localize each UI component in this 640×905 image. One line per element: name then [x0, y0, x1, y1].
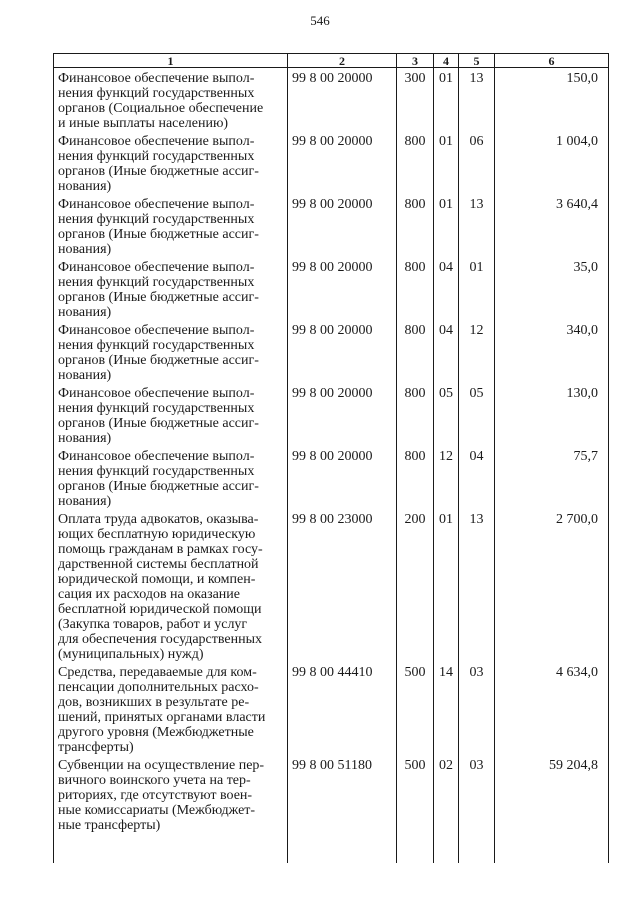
subsection-code: 13	[459, 194, 495, 257]
expense-name-line: для обеспечения государственных	[58, 632, 262, 647]
subsection-code: 13	[459, 509, 495, 662]
header-col-3: 3	[397, 54, 434, 68]
expense-name-line: нования)	[58, 368, 112, 383]
table-row	[54, 68, 609, 132]
expense-name	[54, 755, 288, 863]
expense-name-line: нения функций государственных	[58, 86, 255, 101]
header-col-4: 4	[434, 54, 459, 68]
table-row	[54, 320, 609, 383]
subsection-code: 03	[459, 755, 495, 863]
expense-name-line: органов (Иные бюджетные ассиг-	[58, 416, 259, 431]
expense-type-code: 800	[397, 131, 434, 194]
table-row	[54, 257, 609, 320]
table-row	[54, 662, 609, 755]
expense-name-line: нения функций государственных	[58, 401, 255, 416]
table-row	[54, 131, 609, 194]
expense-name-line: нования)	[58, 179, 112, 194]
expense-type-code: 800	[397, 194, 434, 257]
amount: 35,0	[495, 257, 609, 320]
expense-name-line: нования)	[58, 431, 112, 446]
expense-type-code: 800	[397, 257, 434, 320]
section-code: 02	[434, 755, 459, 863]
amount: 4 634,0	[495, 662, 609, 755]
expense-name-line: юридической помощи, и компен-	[58, 572, 256, 587]
target-article-code: 99 8 00 20000	[288, 68, 397, 132]
expense-name-line: ющих бесплатную юридическую	[58, 527, 256, 542]
expense-name-line: и иные выплаты населению)	[58, 116, 229, 131]
amount: 75,7	[495, 446, 609, 509]
expense-name	[54, 662, 288, 755]
expense-name-line: вичного воинского учета на тер-	[58, 773, 251, 788]
table-row	[54, 446, 609, 509]
expense-name-line: сация их расходов на оказание	[58, 587, 241, 602]
section-code: 01	[434, 68, 459, 132]
expense-name-line: риториях, где отсутствуют воен-	[58, 788, 253, 803]
subsection-code: 01	[459, 257, 495, 320]
target-article-code: 99 8 00 20000	[288, 194, 397, 257]
expense-name-line: шений, принятых органами власти	[58, 710, 266, 725]
section-code: 12	[434, 446, 459, 509]
amount: 3 640,4	[495, 194, 609, 257]
expense-name	[54, 194, 288, 257]
expense-name-line: Финансовое обеспечение выпол-	[58, 71, 255, 86]
expense-name	[54, 446, 288, 509]
section-code: 04	[434, 320, 459, 383]
expense-name-line: органов (Иные бюджетные ассиг-	[58, 164, 259, 179]
section-code: 04	[434, 257, 459, 320]
header-col-6: 6	[495, 54, 609, 68]
expense-name-line: Финансовое обеспечение выпол-	[58, 260, 255, 275]
expense-name-line: Финансовое обеспечение выпол-	[58, 134, 255, 149]
expense-name	[54, 257, 288, 320]
target-article-code: 99 8 00 20000	[288, 320, 397, 383]
expense-name-line: нения функций государственных	[58, 149, 255, 164]
expense-type-code: 300	[397, 68, 434, 132]
table-row	[54, 383, 609, 446]
header-col-5: 5	[459, 54, 495, 68]
expense-name-line: органов (Иные бюджетные ассиг-	[58, 479, 259, 494]
target-article-code: 99 8 00 23000	[288, 509, 397, 662]
expense-type-code: 500	[397, 755, 434, 863]
expense-name-line: Субвенции на осуществление пер-	[58, 758, 265, 773]
section-code: 01	[434, 194, 459, 257]
amount: 2 700,0	[495, 509, 609, 662]
amount: 340,0	[495, 320, 609, 383]
budget-table	[53, 53, 609, 863]
expense-name-line: органов (Социальное обеспечение	[58, 101, 264, 116]
target-article-code: 99 8 00 20000	[288, 131, 397, 194]
target-article-code: 99 8 00 44410	[288, 662, 397, 755]
expense-name	[54, 131, 288, 194]
amount: 59 204,8	[495, 755, 609, 863]
expense-name-line: бесплатной юридической помощи	[58, 602, 262, 617]
expense-name	[54, 509, 288, 662]
expense-name-line: Финансовое обеспечение выпол-	[58, 197, 255, 212]
target-article-code: 99 8 00 20000	[288, 383, 397, 446]
expense-name-line: Финансовое обеспечение выпол-	[58, 449, 255, 464]
expense-name-line: нования)	[58, 494, 112, 509]
expense-name-line: Финансовое обеспечение выпол-	[58, 323, 255, 338]
expense-name-line: органов (Иные бюджетные ассиг-	[58, 353, 259, 368]
expense-name-line: ные комиссариаты (Межбюджет-	[58, 803, 256, 818]
expense-name-line: (муниципальных) нужд)	[58, 647, 204, 662]
expense-name-line: ные трансферты)	[58, 818, 161, 833]
header-row	[54, 54, 609, 68]
subsection-code: 06	[459, 131, 495, 194]
expense-type-code: 800	[397, 446, 434, 509]
target-article-code: 99 8 00 20000	[288, 446, 397, 509]
subsection-code: 12	[459, 320, 495, 383]
expense-name-line: другого уровня (Межбюджетные	[58, 725, 254, 740]
expense-name	[54, 68, 288, 132]
expense-name-line: трансферты)	[58, 740, 134, 755]
subsection-code: 13	[459, 68, 495, 132]
expense-name-line: нования)	[58, 305, 112, 320]
expense-type-code: 800	[397, 320, 434, 383]
expense-name-line: органов (Иные бюджетные ассиг-	[58, 290, 259, 305]
expense-name-line: Финансовое обеспечение выпол-	[58, 386, 255, 401]
expense-type-code: 500	[397, 662, 434, 755]
subsection-code: 03	[459, 662, 495, 755]
section-code: 14	[434, 662, 459, 755]
table-row	[54, 755, 609, 863]
expense-name-line: дов, возникших в результате ре-	[58, 695, 250, 710]
expense-name-line: Средства, передаваемые для ком-	[58, 665, 257, 680]
table-body	[54, 68, 609, 864]
section-code: 05	[434, 383, 459, 446]
page-number: 546	[310, 13, 330, 28]
expense-name	[54, 320, 288, 383]
subsection-code: 05	[459, 383, 495, 446]
expense-name-line: нения функций государственных	[58, 212, 255, 227]
section-code: 01	[434, 509, 459, 662]
section-code: 01	[434, 131, 459, 194]
expense-name-line: нения функций государственных	[58, 275, 255, 290]
expense-name-line: нения функций государственных	[58, 338, 255, 353]
table-row	[54, 194, 609, 257]
expense-name-line: пенсации дополнительных расхо-	[58, 680, 259, 695]
expense-name-line: органов (Иные бюджетные ассиг-	[58, 227, 259, 242]
amount: 1 004,0	[495, 131, 609, 194]
amount: 130,0	[495, 383, 609, 446]
amount: 150,0	[495, 68, 609, 132]
expense-name-line: нения функций государственных	[58, 464, 255, 479]
expense-name-line: нования)	[58, 242, 112, 257]
table-row	[54, 509, 609, 662]
expense-name-line: Оплата труда адвокатов, оказыва-	[58, 512, 259, 527]
header-col-1: 1	[54, 54, 288, 68]
expense-type-code: 800	[397, 383, 434, 446]
target-article-code: 99 8 00 51180	[288, 755, 397, 863]
expense-name-line: (Закупка товаров, работ и услуг	[58, 617, 248, 632]
expense-type-code: 200	[397, 509, 434, 662]
target-article-code: 99 8 00 20000	[288, 257, 397, 320]
expense-name-line: помощь гражданам в рамках госу-	[58, 542, 263, 557]
expense-name-line: дарственной системы бесплатной	[58, 557, 259, 572]
header-col-2: 2	[288, 54, 397, 68]
subsection-code: 04	[459, 446, 495, 509]
expense-name	[54, 383, 288, 446]
